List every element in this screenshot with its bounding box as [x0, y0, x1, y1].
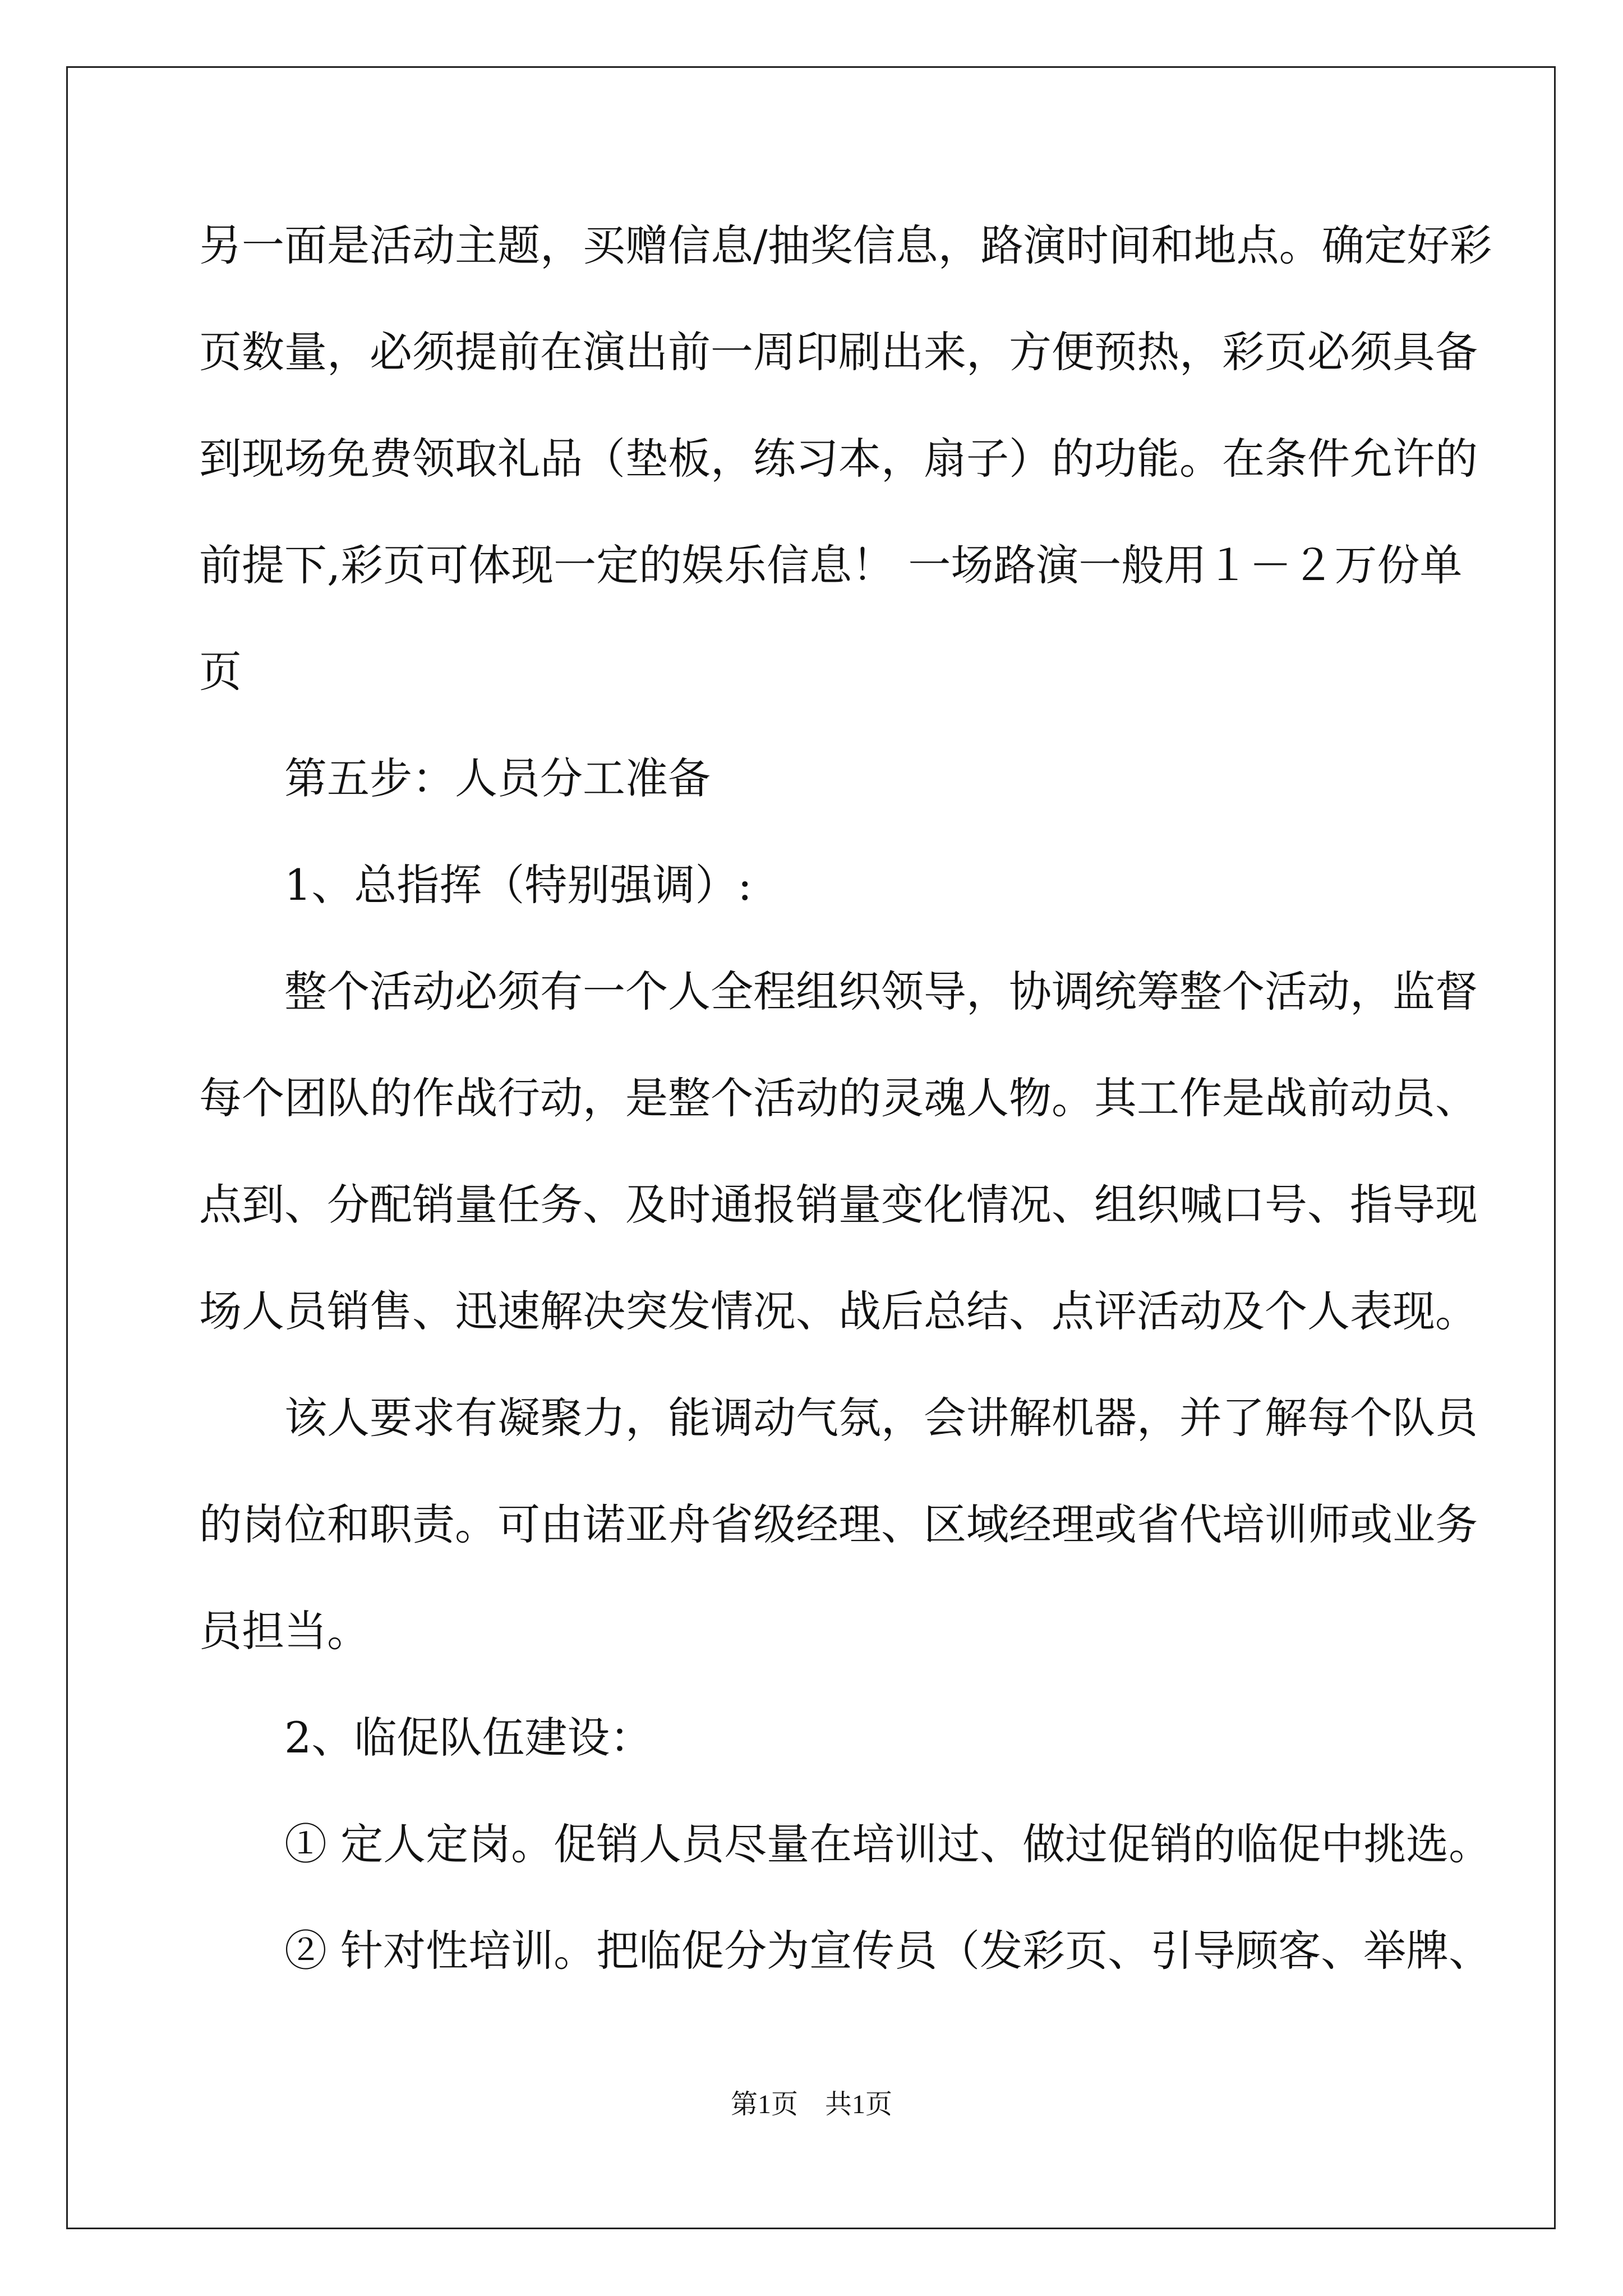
list-item: ② 针对性培训。把临促分为宣传员（发彩页、引导顾客、举牌、	[284, 1926, 1492, 1976]
paragraph-line: 前提下,彩页可体现一定的娱乐信息！ 一场路演一般用１－２万份单	[199, 540, 1463, 590]
paragraph-line: 整个活动必须有一个人全程组织领导，协调统筹整个活动，监督	[284, 967, 1478, 1016]
paragraph-line: 点到、分配销量任务、及时通报销量变化情况、组织喊口号、指导现	[199, 1180, 1478, 1230]
subsection-heading: 1、总指挥（特别强调）:	[284, 860, 752, 910]
page-number-footer: 第1页 共1页	[730, 2090, 892, 2119]
paragraph-line: 页数量，必须提前在演出前一周印刷出来，方便预热，彩页必须具备	[199, 327, 1478, 377]
paragraph-line: 到现场免费领取礼品（垫板，练习本，扇子）的功能。在条件允许的	[199, 434, 1478, 484]
paragraph-line: 另一面是活动主题，买赠信息/抽奖信息，路演时间和地点。确定好彩	[199, 220, 1492, 270]
paragraph-line: 员担当。	[199, 1606, 370, 1656]
subsection-heading: 2、临促队伍建设：	[284, 1713, 653, 1763]
paragraph-line: 该人要求有凝聚力，能调动气氛，会讲解机器，并了解每个队员	[284, 1393, 1478, 1443]
paragraph-line: 的岗位和职责。可由诺亚舟省级经理、区域经理或省代培训师或业务	[199, 1499, 1478, 1549]
list-item: ① 定人定岗。促销人员尽量在培训过、做过促销的临促中挑选。	[284, 1819, 1492, 1869]
paragraph-line: 页	[199, 647, 242, 697]
page-border	[66, 66, 1556, 2229]
paragraph-line: 每个团队的作战行动，是整个活动的灵魂人物。其工作是战前动员、	[199, 1073, 1478, 1123]
paragraph-line: 场人员销售、迅速解决突发情况、战后总结、点评活动及个人表现。	[199, 1286, 1478, 1336]
section-heading: 第五步：人员分工准备	[284, 753, 711, 803]
